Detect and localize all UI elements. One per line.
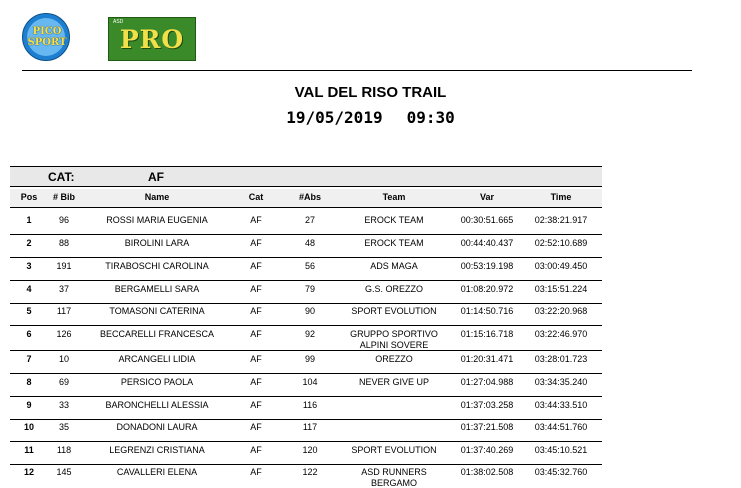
- cell-time: 02:38:21.917: [534, 215, 588, 225]
- row-divider: [10, 325, 602, 326]
- pro-logo-text: PRO: [119, 25, 185, 54]
- cell-time: 03:22:20.968: [534, 306, 588, 316]
- cell-time: 02:52:10.689: [534, 238, 588, 248]
- cell-var: 00:53:19.198: [460, 261, 514, 271]
- cell-cat: AF: [250, 467, 262, 477]
- event-title: VAL DEL RISO TRAIL: [294, 84, 447, 101]
- cell-bib: 96: [58, 215, 69, 225]
- col-pos: Pos: [20, 192, 38, 202]
- cell-var: 01:20:31.471: [460, 354, 514, 364]
- cell-name: BECCARELLI FRANCESCA: [99, 329, 215, 339]
- cell-bib: 126: [56, 329, 72, 339]
- cell-cat: AF: [250, 261, 262, 271]
- cell-bib: 33: [58, 400, 69, 410]
- cell-time: 03:22:46.970: [534, 329, 588, 339]
- cell-bib: 88: [58, 238, 69, 248]
- cell-team: EROCK TEAM: [364, 215, 424, 225]
- row-divider: [10, 441, 602, 442]
- cell-var: 01:37:40.269: [460, 445, 514, 455]
- cell-abs: 104: [302, 377, 318, 387]
- cell-bib: 118: [56, 445, 72, 455]
- col-team: Team: [382, 192, 406, 202]
- cell-pos: 3: [26, 261, 32, 271]
- cell-bib: 145: [56, 467, 72, 477]
- category-value: AF: [148, 170, 164, 184]
- cell-name: ROSSI MARIA EUGENIA: [106, 215, 208, 225]
- cell-pos: 2: [26, 238, 32, 248]
- cell-var: 01:37:21.508: [460, 422, 514, 432]
- cell-pos: 4: [26, 284, 32, 294]
- cell-cat: AF: [250, 329, 262, 339]
- cell-abs: 122: [302, 467, 318, 477]
- cell-pos: 1: [26, 215, 32, 225]
- cell-pos: 5: [26, 306, 32, 316]
- cell-time: 03:45:10.521: [534, 445, 588, 455]
- cell-bib: 117: [56, 306, 72, 316]
- cell-team-line2: BERGAMO: [370, 478, 417, 488]
- row-divider: [10, 396, 602, 397]
- cell-pos: 12: [23, 467, 34, 477]
- cell-cat: AF: [250, 284, 262, 294]
- cell-var: 01:15:16.718: [460, 329, 514, 339]
- pro-logo-sub: ASD: [113, 19, 124, 25]
- cell-abs: 117: [302, 422, 318, 432]
- cell-var: 00:44:40.437: [460, 238, 514, 248]
- cell-abs: 90: [304, 306, 315, 316]
- table-header: [10, 189, 602, 208]
- cell-name: BIROLINI LARA: [124, 238, 190, 248]
- event-time: 09:30: [406, 108, 455, 127]
- cell-team: SPORT EVOLUTION: [351, 445, 437, 455]
- cell-var: 01:38:02.508: [460, 467, 514, 477]
- cell-pos: 7: [26, 354, 32, 364]
- cell-name: CAVALLERI ELENA: [116, 467, 198, 477]
- pico-sport-logo: [22, 13, 70, 61]
- cell-var: 01:08:20.972: [460, 284, 514, 294]
- cell-team-line2: ALPINI SOVERE: [359, 340, 429, 350]
- pico-logo-line2: SPORT: [27, 37, 67, 48]
- cell-time: 03:00:49.450: [534, 261, 588, 271]
- category-bar: [10, 166, 602, 187]
- cell-abs: 116: [302, 400, 318, 410]
- row-divider: [10, 257, 602, 258]
- cell-pos: 8: [26, 377, 32, 387]
- cell-pos: 11: [24, 445, 34, 455]
- cell-team: SPORT EVOLUTION: [351, 306, 437, 316]
- cell-name: DONADONI LAURA: [116, 422, 198, 432]
- cell-time: 03:44:33.510: [534, 400, 588, 410]
- row-divider: [10, 280, 602, 281]
- row-divider: [10, 350, 602, 351]
- cell-cat: AF: [250, 377, 262, 387]
- cell-name: ARCANGELI LIDIA: [118, 354, 196, 364]
- cell-var: 00:30:51.665: [460, 215, 514, 225]
- cell-team: OREZZO: [375, 354, 413, 364]
- cell-pos: 10: [23, 422, 34, 432]
- cell-time: 03:45:32.760: [534, 467, 588, 477]
- header-divider: [22, 70, 692, 71]
- col-var: Var: [479, 192, 494, 202]
- pro-logo: [108, 17, 196, 61]
- row-divider: [10, 464, 602, 465]
- cell-cat: AF: [250, 445, 262, 455]
- cell-name: LEGRENZI CRISTIANA: [109, 445, 205, 455]
- cell-bib: 37: [58, 284, 69, 294]
- event-date: 19/05/2019: [286, 108, 383, 127]
- cell-abs: 120: [302, 445, 318, 455]
- cell-cat: AF: [250, 215, 262, 225]
- cell-team: NEVER GIVE UP: [358, 377, 430, 387]
- cell-time: 03:44:51.760: [534, 422, 588, 432]
- col-name: Name: [144, 192, 170, 202]
- cell-time: 03:15:51.224: [534, 284, 588, 294]
- cell-abs: 99: [304, 354, 315, 364]
- col-bib: # Bib: [52, 192, 75, 202]
- col-time: Time: [550, 192, 572, 202]
- cell-var: 01:37:03.258: [460, 400, 514, 410]
- cell-abs: 92: [304, 329, 315, 339]
- pico-logo-line1: PICO: [32, 26, 62, 37]
- cell-team: ADS MAGA: [370, 261, 418, 271]
- cell-cat: AF: [250, 354, 262, 364]
- cell-var: 01:14:50.716: [460, 306, 514, 316]
- cell-team: ASD RUNNERS: [361, 467, 427, 477]
- cell-cat: AF: [250, 422, 262, 432]
- col-cat: Cat: [248, 192, 264, 202]
- cell-pos: 6: [26, 329, 32, 339]
- cell-name: BARONCHELLI ALESSIA: [105, 400, 209, 410]
- cell-team: GRUPPO SPORTIVO: [350, 329, 438, 339]
- row-divider: [10, 373, 602, 374]
- cell-abs: 79: [304, 284, 315, 294]
- cell-abs: 48: [304, 238, 315, 248]
- row-divider: [10, 419, 602, 420]
- cell-cat: AF: [250, 238, 262, 248]
- row-divider: [10, 234, 602, 235]
- row-divider: [10, 303, 602, 304]
- cell-bib: 10: [58, 354, 69, 364]
- cell-time: 03:28:01.723: [534, 354, 588, 364]
- category-label: CAT:: [48, 170, 75, 184]
- cell-bib: 35: [58, 422, 69, 432]
- cell-team: G.S. OREZZO: [364, 284, 423, 294]
- cell-cat: AF: [250, 306, 262, 316]
- cell-pos: 9: [26, 400, 32, 410]
- col-abs: #Abs: [298, 192, 321, 202]
- event-dateline: [0, 108, 741, 127]
- cell-cat: AF: [250, 400, 262, 410]
- cell-abs: 56: [304, 261, 315, 271]
- cell-time: 03:34:35.240: [534, 377, 588, 387]
- cell-name: TIRABOSCHI CAROLINA: [105, 261, 209, 271]
- cell-name: PERSICO PAOLA: [120, 377, 194, 387]
- cell-var: 01:27:04.988: [460, 377, 514, 387]
- cell-bib: 69: [58, 377, 69, 387]
- cell-name: TOMASONI CATERINA: [109, 306, 205, 316]
- cell-team: EROCK TEAM: [364, 238, 424, 248]
- cell-name: BERGAMELLI SARA: [114, 284, 200, 294]
- cell-bib: 191: [56, 261, 72, 271]
- cell-abs: 27: [304, 215, 315, 225]
